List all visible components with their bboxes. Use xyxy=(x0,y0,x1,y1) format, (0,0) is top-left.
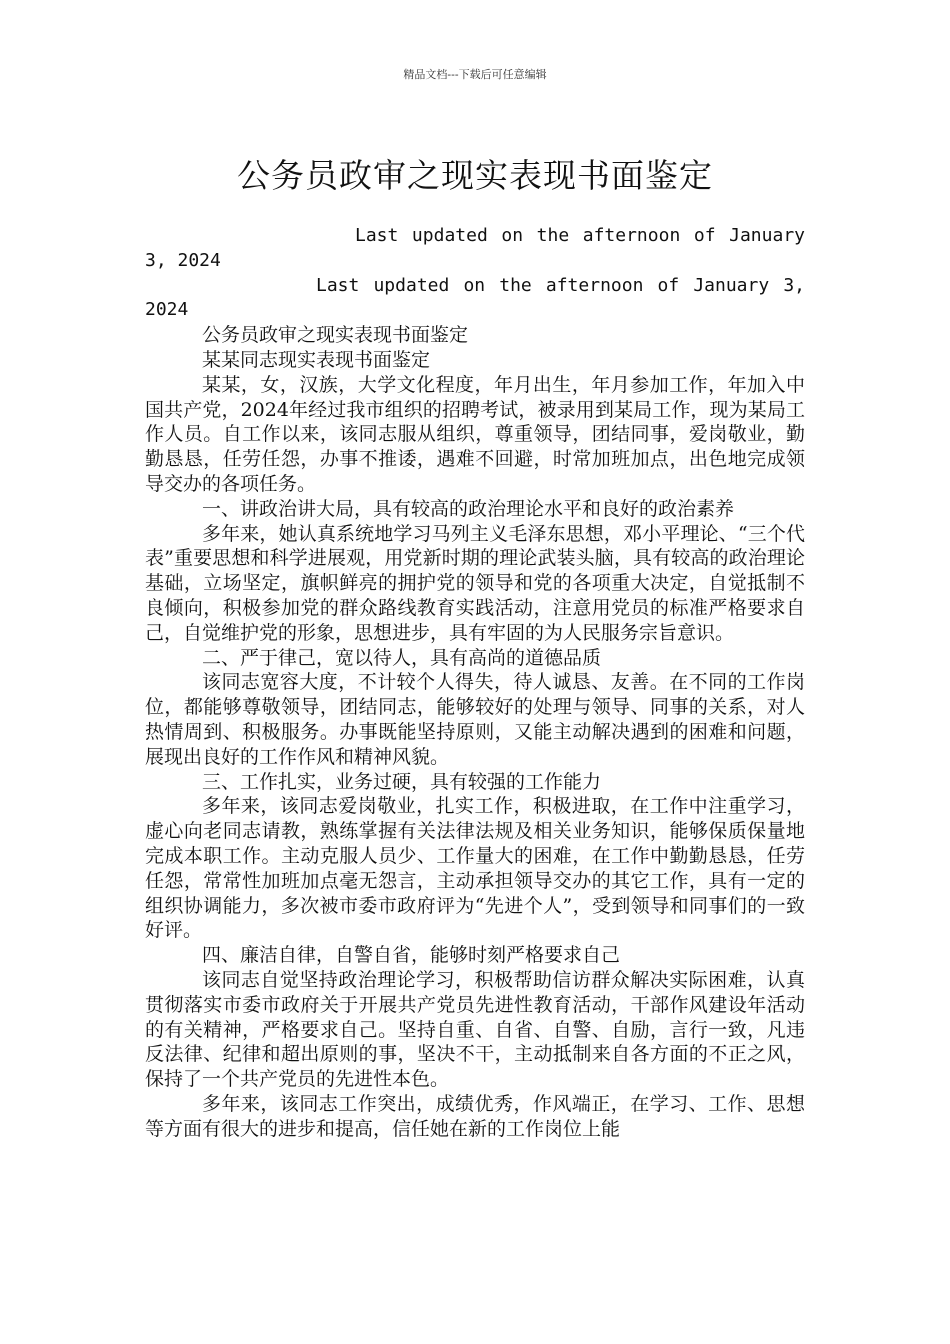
subtitle: 公务员政审之现实表现书面鉴定 xyxy=(202,324,469,347)
section-paragraph: 多年来，她认真系统地学习马列主义毛泽东思想，邓小平理论、“三个代表”重要思想和科学进展观，用党新时期的理论武装头脑，具有较高的政治理论基础，立场坚定，旗帜鲜亮的拥护党的领导和党的各项重大决定，自觉抵制不良倾向，积极参加党的群众路线教育实践活动，注意用党员的标准严格要求自己，自觉维护党的形象，思想进步，具有牢固的为人民服务宗旨意识。 xyxy=(145,522,805,644)
section-heading: 一、讲政治讲大局，具有较高的政治理论水平和良好的政治素养 xyxy=(202,497,735,520)
intro-paragraph: 某某，女，汉族，大学文化程度，年月出生，年月参加工作，年加入中国共产党，2024年经过我市组织的招聘考试，被录用到某局工作，现为某局工作人员。自工作以来，该同志服从组织，尊重领导，团结同事，爱岗敬业，勤勤恳恳，任劳任怨，办事不推诿，遇难不回避，时常加班加点，出色地完成领导交办的各项任务。 xyxy=(145,373,805,495)
closing-paragraph: 多年来，该同志工作突出，成绩优秀，作风端正，在学习、工作、思想等方面有很大的进步和提高，信任她在新的工作岗位上能 xyxy=(145,1092,805,1140)
document-title: 公务员政审之现实表现书面鉴定 xyxy=(237,156,713,196)
section-heading: 三、工作扎实，业务过硬，具有较强的工作能力 xyxy=(202,770,602,793)
section-paragraph: 该同志自觉坚持政治理论学习，积极帮助信访群众解决实际困难，认真贯彻落实市委市政府关于开展共产党员先进性教育活动，干部作风建设年活动的有关精神，严格要求自己。坚持自重、自省、自警、自励，言行一致，凡违反法律、纪律和超出原则的事，坚决不干，主动抵制来自各方面的不正之风，保持了一个共产党员的先进性本色。 xyxy=(145,968,805,1091)
subtitle: 某某同志现实表现书面鉴定 xyxy=(202,348,431,371)
section-heading: 四、廉洁自律，自警自省，能够时刻严格要求自己 xyxy=(202,944,621,967)
last-updated-line: Last updated on the afternoon of January 3, 2024 xyxy=(145,274,805,321)
section-paragraph: 多年来，该同志爱岗敬业，扎实工作，积极进取，在工作中注重学习，虚心向老同志请教，熟练掌握有关法律法规及相关业务知识，能够保质保量地完成本职工作。主动克服人员少、工作量大的困难，在工作中勤勤恳恳，任劳任怨，常常性加班加点毫无怨言，主动承担领导交办的其它工作，具有一定的组织协调能力，多次被市委市政府评为“先进个人”，受到领导和同事们的一致好评。 xyxy=(145,795,805,942)
document-body xyxy=(145,224,805,1141)
header-note: 精品文档---下载后可任意编辑 xyxy=(403,68,547,81)
section-paragraph: 该同志宽容大度，不计较个人得失，待人诚恳、友善。在不同的工作岗位，都能够尊敬领导，团结同志，能够较好的处理与领导、同事的关系，对人热情周到、积极服务。办事既能坚持原则，又能主动解决遇到的困难和问题，展现出良好的工作作风和精神风貌。 xyxy=(145,671,805,768)
last-updated-line: Last updated on the afternoon of January 3, 2024 xyxy=(145,225,805,271)
section-heading: 二、严于律己，宽以待人，具有高尚的道德品质 xyxy=(202,646,602,669)
